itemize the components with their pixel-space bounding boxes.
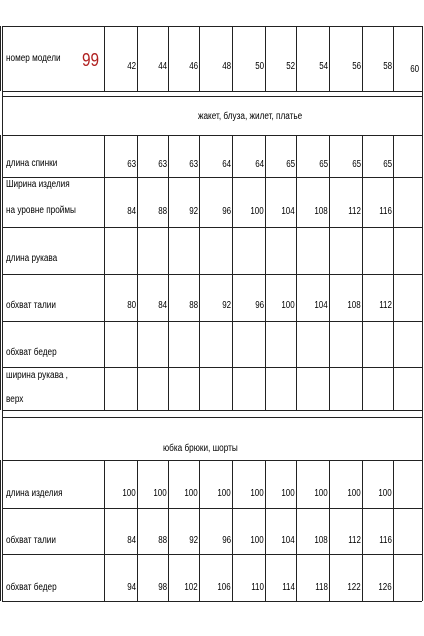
- grid-line: [2, 460, 3, 601]
- size-header-44: 44: [158, 61, 167, 72]
- table-cell-value: 64: [255, 159, 264, 170]
- grid-line: [232, 460, 233, 601]
- size-header-48: 48: [222, 61, 231, 72]
- table-cell-value: 65: [352, 159, 361, 170]
- row-label: длина спинки: [6, 158, 58, 169]
- table-cell-value: 88: [189, 300, 198, 311]
- table-cell-value: 63: [158, 159, 167, 170]
- table-cell-value: 108: [314, 206, 328, 217]
- row-label: обхват талии: [6, 300, 56, 311]
- table-cell-value: 118: [315, 582, 328, 593]
- section-title: жакет, блуза, жилет, платье: [198, 111, 303, 122]
- table-cell-value: 106: [217, 582, 231, 593]
- grid-line: [362, 460, 363, 601]
- grid-line: [2, 410, 3, 460]
- row-label: Ширина изделия: [6, 179, 70, 190]
- grid-line: [2, 177, 422, 178]
- size-header-46: 46: [189, 61, 198, 72]
- grid-line: [104, 135, 105, 410]
- table-cell-value: 112: [348, 206, 361, 217]
- size-header-60: 60: [410, 64, 419, 75]
- table-cell-value: 122: [347, 582, 361, 593]
- grid-line: [168, 135, 169, 410]
- row-label: обхват талии: [6, 535, 56, 546]
- table-cell-value: 94: [127, 582, 136, 593]
- grid-line: [104, 26, 105, 91]
- table-cell-value: 112: [348, 535, 361, 546]
- size-header-50: 50: [255, 61, 264, 72]
- table-cell-value: 98: [158, 582, 167, 593]
- table-cell-value: 104: [314, 300, 328, 311]
- grid-line: [2, 26, 3, 91]
- grid-line: [168, 26, 169, 91]
- grid-line: [393, 135, 394, 410]
- table-cell-value: 108: [314, 535, 328, 546]
- size-header-58: 58: [383, 61, 392, 72]
- table-cell-value: 100: [153, 488, 167, 499]
- table-cell-value: 104: [281, 535, 295, 546]
- size-header-54: 54: [319, 61, 328, 72]
- table-cell-value: 100: [250, 206, 264, 217]
- section-title: юбка брюки, шорты: [163, 443, 238, 454]
- grid-line: [265, 460, 266, 601]
- grid-line: [232, 26, 233, 91]
- grid-line: [137, 460, 138, 601]
- grid-line: [199, 135, 200, 410]
- table-cell-value: 114: [282, 582, 295, 593]
- table-cell-value: 92: [189, 535, 198, 546]
- table-cell-value: 100: [217, 488, 231, 499]
- grid-line: [0, 460, 1, 601]
- grid-line: [2, 91, 3, 135]
- size-header-52: 52: [286, 61, 295, 72]
- row-label: верх: [6, 394, 24, 405]
- table-cell-value: 92: [189, 206, 198, 217]
- grid-line: [2, 135, 422, 136]
- table-cell-value: 84: [158, 300, 167, 311]
- grid-line: [137, 26, 138, 91]
- grid-line: [329, 135, 330, 410]
- grid-line: [393, 460, 394, 601]
- grid-line: [393, 26, 394, 91]
- table-cell-value: 110: [251, 582, 264, 593]
- grid-line: [296, 460, 297, 601]
- table-cell-value: 88: [158, 535, 167, 546]
- table-cell-value: 65: [286, 159, 295, 170]
- grid-line: [296, 135, 297, 410]
- grid-line: [2, 96, 422, 97]
- table-cell-value: 64: [222, 159, 231, 170]
- grid-line: [137, 135, 138, 410]
- row-label: ширина рукава ,: [6, 370, 68, 381]
- row-label: обхват бедер: [6, 582, 57, 593]
- table-cell-value: 65: [319, 159, 328, 170]
- table-cell-value: 100: [250, 535, 264, 546]
- grid-line: [329, 460, 330, 601]
- table-cell-value: 96: [222, 535, 231, 546]
- grid-line: [104, 460, 105, 601]
- row-label: длина рукава: [6, 253, 58, 264]
- table-cell-value: 84: [127, 206, 136, 217]
- grid-line: [362, 26, 363, 91]
- grid-line: [232, 135, 233, 410]
- table-cell-value: 84: [127, 535, 136, 546]
- grid-line: [362, 135, 363, 410]
- grid-line: [2, 508, 422, 509]
- grid-line: [2, 554, 422, 555]
- grid-line: [2, 91, 422, 92]
- grid-line: [199, 460, 200, 601]
- table-cell-value: 96: [255, 300, 264, 311]
- row-label: на уровне проймы: [6, 205, 76, 216]
- model-number-value: 99: [82, 50, 100, 70]
- grid-line: [2, 135, 3, 410]
- grid-line: [2, 274, 422, 275]
- grid-line: [0, 135, 1, 410]
- size-header-56: 56: [352, 61, 361, 72]
- table-cell-value: 92: [222, 300, 231, 311]
- grid-line: [329, 26, 330, 91]
- table-cell-value: 112: [379, 300, 392, 311]
- table-cell-value: 116: [379, 535, 392, 546]
- grid-line: [2, 26, 422, 27]
- grid-line: [199, 26, 200, 91]
- grid-line: [2, 227, 422, 228]
- grid-line: [265, 135, 266, 410]
- table-cell-value: 100: [184, 488, 198, 499]
- grid-line: [168, 460, 169, 601]
- table-cell-value: 116: [379, 206, 392, 217]
- table-cell-value: 65: [383, 159, 392, 170]
- grid-line: [2, 417, 422, 418]
- grid-line: [2, 460, 422, 461]
- table-cell-value: 100: [281, 488, 295, 499]
- table-cell-value: 100: [314, 488, 328, 499]
- table-cell-value: 63: [127, 159, 136, 170]
- table-cell-value: 63: [189, 159, 198, 170]
- row-label: обхват бедер: [6, 347, 57, 358]
- table-cell-value: 100: [347, 488, 361, 499]
- table-cell-value: 100: [281, 300, 295, 311]
- grid-line: [0, 26, 1, 91]
- grid-line: [2, 410, 422, 411]
- model-number-label: номер модели: [6, 53, 61, 64]
- grid-line: [265, 26, 266, 91]
- table-cell-value: 108: [347, 300, 361, 311]
- grid-line: [296, 26, 297, 91]
- table-cell-value: 80: [127, 300, 136, 311]
- table-cell-value: 88: [158, 206, 167, 217]
- table-cell-value: 102: [184, 582, 198, 593]
- table-cell-value: 104: [281, 206, 295, 217]
- size-header-42: 42: [127, 61, 136, 72]
- grid-line: [2, 367, 422, 368]
- table-cell-value: 100: [122, 488, 136, 499]
- row-label: длина изделия: [6, 488, 63, 499]
- table-cell-value: 96: [222, 206, 231, 217]
- table-cell-value: 126: [378, 582, 392, 593]
- grid-line: [2, 321, 422, 322]
- table-cell-value: 100: [378, 488, 392, 499]
- grid-line: [422, 26, 423, 601]
- table-cell-value: 100: [250, 488, 264, 499]
- grid-line: [2, 601, 422, 602]
